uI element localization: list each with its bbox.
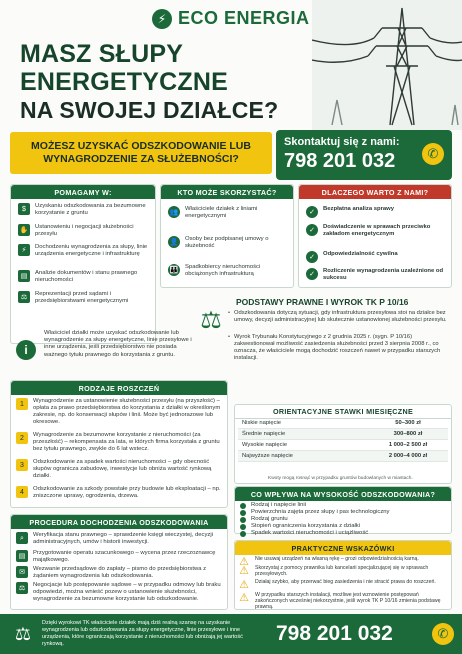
who-item: 👪 Spadkobiercy nieruchomości obciążonych infrastrukturą (169, 264, 261, 277)
bolt-icon: ⚡ (18, 244, 30, 256)
info-icon: i (16, 340, 36, 360)
document-icon: ▤ (16, 550, 28, 562)
headline (20, 40, 300, 124)
rates-note: Kwoty mogą rosnąć w przypadku gruntów budowlanych w miastach. (268, 476, 413, 481)
who-item: 👤 Osoby bez podpisanej umowy o służebność (169, 236, 269, 249)
footer-text: Dzięki wyrokowi TK właściciele działek mają dziś realną szansę na uzyskanie wynagrodzenia lub odszkodowania za słupy energetyczne, linie przesyłowe i inne urządzenia, które ograniczają korzystanie z nieruchomości lub obniżają jej wartość rynkową. (42, 620, 243, 647)
rates-title: ORIENTACYJNE STAWKI MIESIĘCZNE (235, 405, 451, 419)
procedure-item: ⌕ Weryfikacja stanu prawnego – sprawdzenie księgi wieczystej, decyzji administracyjnych, umów i historii inwestycji. (16, 532, 222, 546)
procedure-item: ✉ Wezwanie przedsądowe do zapłaty – pismo do przedsiębiorstwa z żądaniem wynagrodzenia lub odszkodowania. (16, 566, 222, 580)
document-icon: ▤ (18, 270, 30, 282)
who-item: 👥 Właściciele działek z liniami energetycznymi (169, 206, 258, 219)
footer (0, 614, 462, 654)
number-3-icon: 3 (16, 459, 28, 471)
gavel-icon: ⚖ (18, 291, 30, 303)
rates-row: Najwyższe napięcie 2 000–4 000 zł (238, 451, 448, 462)
footer-phone[interactable]: 798 201 032 (276, 622, 393, 645)
procedure-item: ▤ Przygotowanie operatu szacunkowego – wycena przez rzeczoznawcę majątkowego. (16, 550, 222, 564)
contact-box[interactable] (276, 130, 452, 180)
headline-line-2: ENERGETYCZNE (20, 68, 228, 96)
why-item: ✓ Rozliczenie wynagrodzenia uzależnione od sukcesu (306, 268, 446, 282)
phone-icon: ✆ (432, 623, 454, 645)
help-item: ⚖ Reprezentacji przed sądami i przedsiębiorstwami energetycznymi (18, 291, 152, 305)
rates-row: Średnie napięcie 300–800 zł (238, 429, 448, 440)
check-icon: ✓ (306, 251, 318, 263)
power-pylon-icon (312, 0, 462, 130)
tips-item: ⚠ W przypadku starszych instalacji, możliwe jest wznowienie postępowań zakończonych wcześniej niekorzystnie, jeśli wyrok TK P 10/16 zmienia podstawę prawną. (239, 591, 441, 610)
family-icon: 👪 (168, 264, 180, 276)
why-item: ✓ Odpowiedzialność cywilna (306, 251, 446, 263)
question-text: MOŻESZ UZYSKAĆ ODSZKODOWANIE LUB WYNAGRODZENIE ZA SŁUŻEBNOŚCI? (31, 140, 251, 165)
check-icon: ✓ (306, 224, 318, 236)
handshake-icon: ✋ (18, 224, 30, 236)
types-title: RODZAJE ROSZCZEŃ (11, 381, 227, 395)
rates-table (238, 418, 448, 462)
procedure-item: ⚖ Negocjacje lub postępowanie sądowe – w przypadku odmowy lub braku odpowiedzi, można wnieść pozew o ustanowienie służebności, wynagrodzenie za bezumowne korzystanie lub odszkodowanie. (16, 582, 222, 603)
number-1-icon: 1 (16, 398, 28, 410)
warning-icon: ⚠ (239, 591, 249, 604)
law-bullet: • Wyrok Trybunału Konstytucyjnego z 2 grudnia 2025 r. (sygn. P 10/16) zakwestionował możliwość zasiedzenia służebności przed 3 sierpnia 2008 r., co oznacza, że właściciele mogą dochodzić roszczeń nawet w przypadku starszych instalacji. (234, 334, 448, 362)
help-item: $ Uzyskaniu odszkodowania za bezumowne korzystanie z gruntu (18, 203, 152, 217)
contact-phone[interactable]: 798 201 032 (284, 150, 396, 172)
help-item: ⚡ Dochodzeniu wynagrodzenia za słupy, linie urządzenia energetyczne i infrastrukturę (18, 244, 152, 258)
warning-icon: ⚠ (239, 578, 249, 591)
types-item: 1 Wynagrodzenie za ustanowienie służebności przesyłu (na przyszłość) – opłata za prawo przedsiębiorstwa do korzystania z działki w określonym zakresie, np. do konserwacji słupów i linii. Może być jednorazowe lub okresowe. (16, 398, 222, 426)
people-icon: 👥 (168, 206, 180, 218)
factors-item: Rodzaj gruntu (240, 516, 446, 523)
rates-row: Wysokie napięcie 1 000–2 500 zł (238, 440, 448, 451)
gavel-icon: ⚖ (16, 582, 28, 594)
headline-line-1: MASZ SŁUPY (20, 40, 184, 68)
factors-item: Stopień ograniczenia korzystania z działki (240, 523, 446, 530)
why-item: ✓ Doświadczenie w sprawach przeciwko zakładom energetycznym (306, 224, 446, 238)
phone-icon: ✆ (422, 143, 444, 165)
leaf-icon: ⚡ (152, 9, 172, 29)
check-icon: ✓ (306, 206, 318, 218)
rates-row: Niskie napięcie 50–300 zł (238, 418, 448, 429)
headline-line-3: NA SWOJEJ DZIAŁCE? (20, 97, 279, 123)
tips-item: ⚠ Nie usuwaj urządzeń na własną rękę – grozi odpowiedzialnością karną. (239, 555, 419, 568)
who-title: KTO MOŻE SKORZYSTAĆ? (161, 185, 293, 199)
search-icon: ⌕ (16, 532, 28, 544)
tips-item: ⚠ Skorzystaj z pomocy prawnika lub kancelarii specjalizującej się w sprawach przesyłowych. (239, 564, 429, 577)
coins-icon: $ (18, 203, 30, 215)
help-item: ▤ Analizie dokumentów i stanu prawnego nieruchomości (18, 270, 152, 284)
scales-icon: ⚖ (200, 306, 222, 334)
factors-item: Rodzaj i napięcie linii (240, 502, 446, 509)
procedure-title: PROCEDURA DOCHODZENIA ODSZKODOWANIA (11, 515, 227, 529)
factors-item: Spadek wartości nieruchomości i uciążliwość (240, 530, 446, 537)
scales-icon: ⚖ (14, 623, 32, 644)
person-icon: 👤 (168, 236, 180, 248)
law-bullet: • Odszkodowania dotyczą sytuacji, gdy infrastruktura przesyłowa stoi na działce bez umowy, decyzji administracyjnej lub skutecznie ustanowionej służebności przesyłu. (234, 310, 448, 324)
brand (152, 8, 310, 29)
law-title: PODSTAWY PRAWNE I WYROK TK P 10/16 (236, 297, 409, 307)
envelope-icon: ✉ (16, 566, 28, 578)
help-item: ✋ Ustanowieniu i negocjacji służebności przesyłu (19, 224, 134, 237)
number-2-icon: 2 (16, 432, 28, 444)
bullet-icon (240, 531, 246, 537)
factors-item: Powierzchnia zajęta przez słupy i pas technologiczny (240, 509, 446, 516)
why-item: ✓ Bezpłatna analiza sprawy (306, 206, 446, 218)
check-icon: ✓ (306, 268, 318, 280)
types-item: 4 Odszkodowanie za szkody powstałe przy budowie lub eksploatacji – np. zniszczone uprawy, ogrodzenia, drzewa. (16, 486, 222, 500)
types-item: 3 Odszkodowanie za spadek wartości nieruchomości – gdy obecność słupów ogranicza zabudowę, inwestycje lub obniża wartość rynkową działki. (16, 459, 222, 480)
number-4-icon: 4 (16, 486, 28, 498)
question-banner (10, 132, 272, 174)
warning-icon: ⚠ (239, 564, 249, 577)
tips-item: ⚠ Działaj szybko, aby przerwać bieg zasiedzenia i nie stracić prawa do roszczeń. (239, 578, 436, 591)
contact-label: Skontaktuj się z nami: (284, 136, 400, 148)
tips-title: PRAKTYCZNE WSKAZÓWKI (235, 541, 451, 555)
why-title: DLACZEGO WARTO Z NAMI? (299, 185, 451, 199)
types-item: 2 Wynagrodzenie za bezumowne korzystanie z nieruchomości (za przeszłość) – rekompensata za lata, w których firma korzystała z gruntu bez tytułu prawnego, zwykle do 6 lat wstecz. (16, 432, 222, 453)
help-title: POMAGAMY W: (11, 185, 155, 199)
brand-name: ECO ENERGIA (178, 8, 310, 28)
factors-title: CO WPŁYWA NA WYSOKOŚĆ ODSZKODOWANIA? (235, 487, 451, 501)
info-text: Właściciel działki może uzyskać odszkodowanie lub wynagrodzenie za słupy energetyczne, linie przesyłowe i inne urządzenia, jeśli przedsiębiorstwo nie posiada ważnego tytułu prawnego do korzystania z gruntu. (44, 330, 192, 358)
warning-icon: ⚠ (239, 555, 249, 568)
